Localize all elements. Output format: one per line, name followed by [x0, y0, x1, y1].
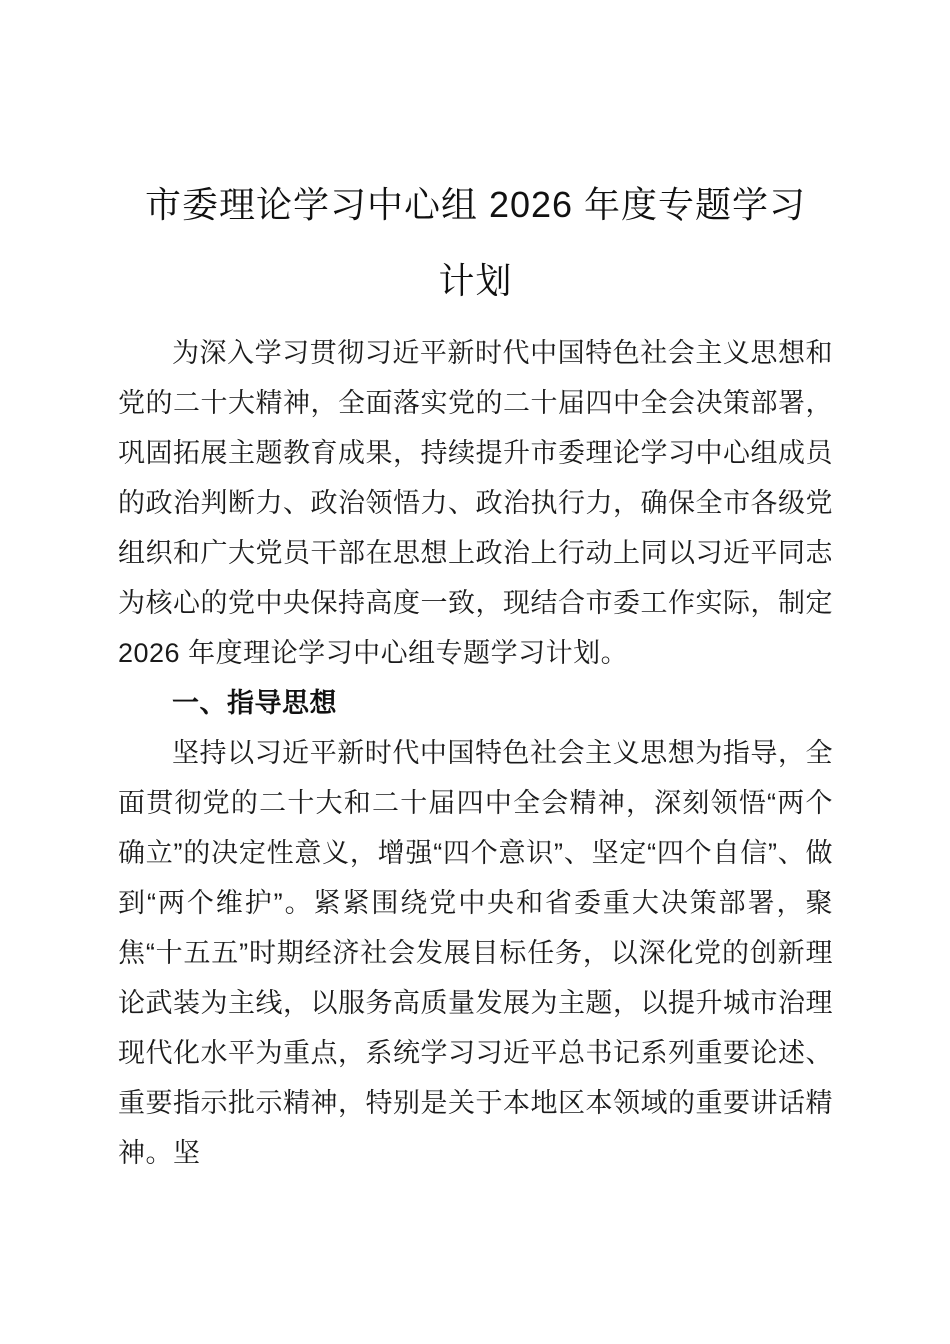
paragraph-guiding-ideology: 坚持以习近平新时代中国特色社会主义思想为指导，全面贯彻党的二十大和二十届四中全会精神，深刻领悟“两个确立”的决定性意义，增强“四个意识”、坚定“四个自信”、做到“两个维护”。紧紧围绕党中央和省委重大决策部署，聚焦“十五五”时期经济社会发展目标任务，以深化党的创新理论武装为主线，以服务高质量发展为主题，以提升城市治理现代化水平为重点，系统学习习近平总书记系列重要论述、重要指示批示精神，特别是关于本地区本领域的重要讲话精神。坚	[118, 738, 833, 1168]
section-heading-guiding-ideology: 一、指导思想	[172, 688, 337, 718]
document-body	[118, 328, 833, 1178]
document-title-line-1: 市委理论学习中心组 2026 年度专题学习	[144, 184, 807, 225]
paragraph-introduction: 为深入学习贯彻习近平新时代中国特色社会主义思想和党的二十大精神，全面落实党的二十届四中全会决策部署，巩固拓展主题教育成果，持续提升市委理论学习中心组成员的政治判断力、政治领悟力、政治执行力，确保全市各级党组织和广大党员干部在思想上政治上行动上同以习近平同志为核心的党中央保持高度一致，现结合市委工作实际，制定 2026 年度理论学习中心组专题学习计划。	[118, 338, 833, 668]
document-title-line-2: 计划	[438, 260, 513, 301]
document-title	[118, 167, 833, 319]
